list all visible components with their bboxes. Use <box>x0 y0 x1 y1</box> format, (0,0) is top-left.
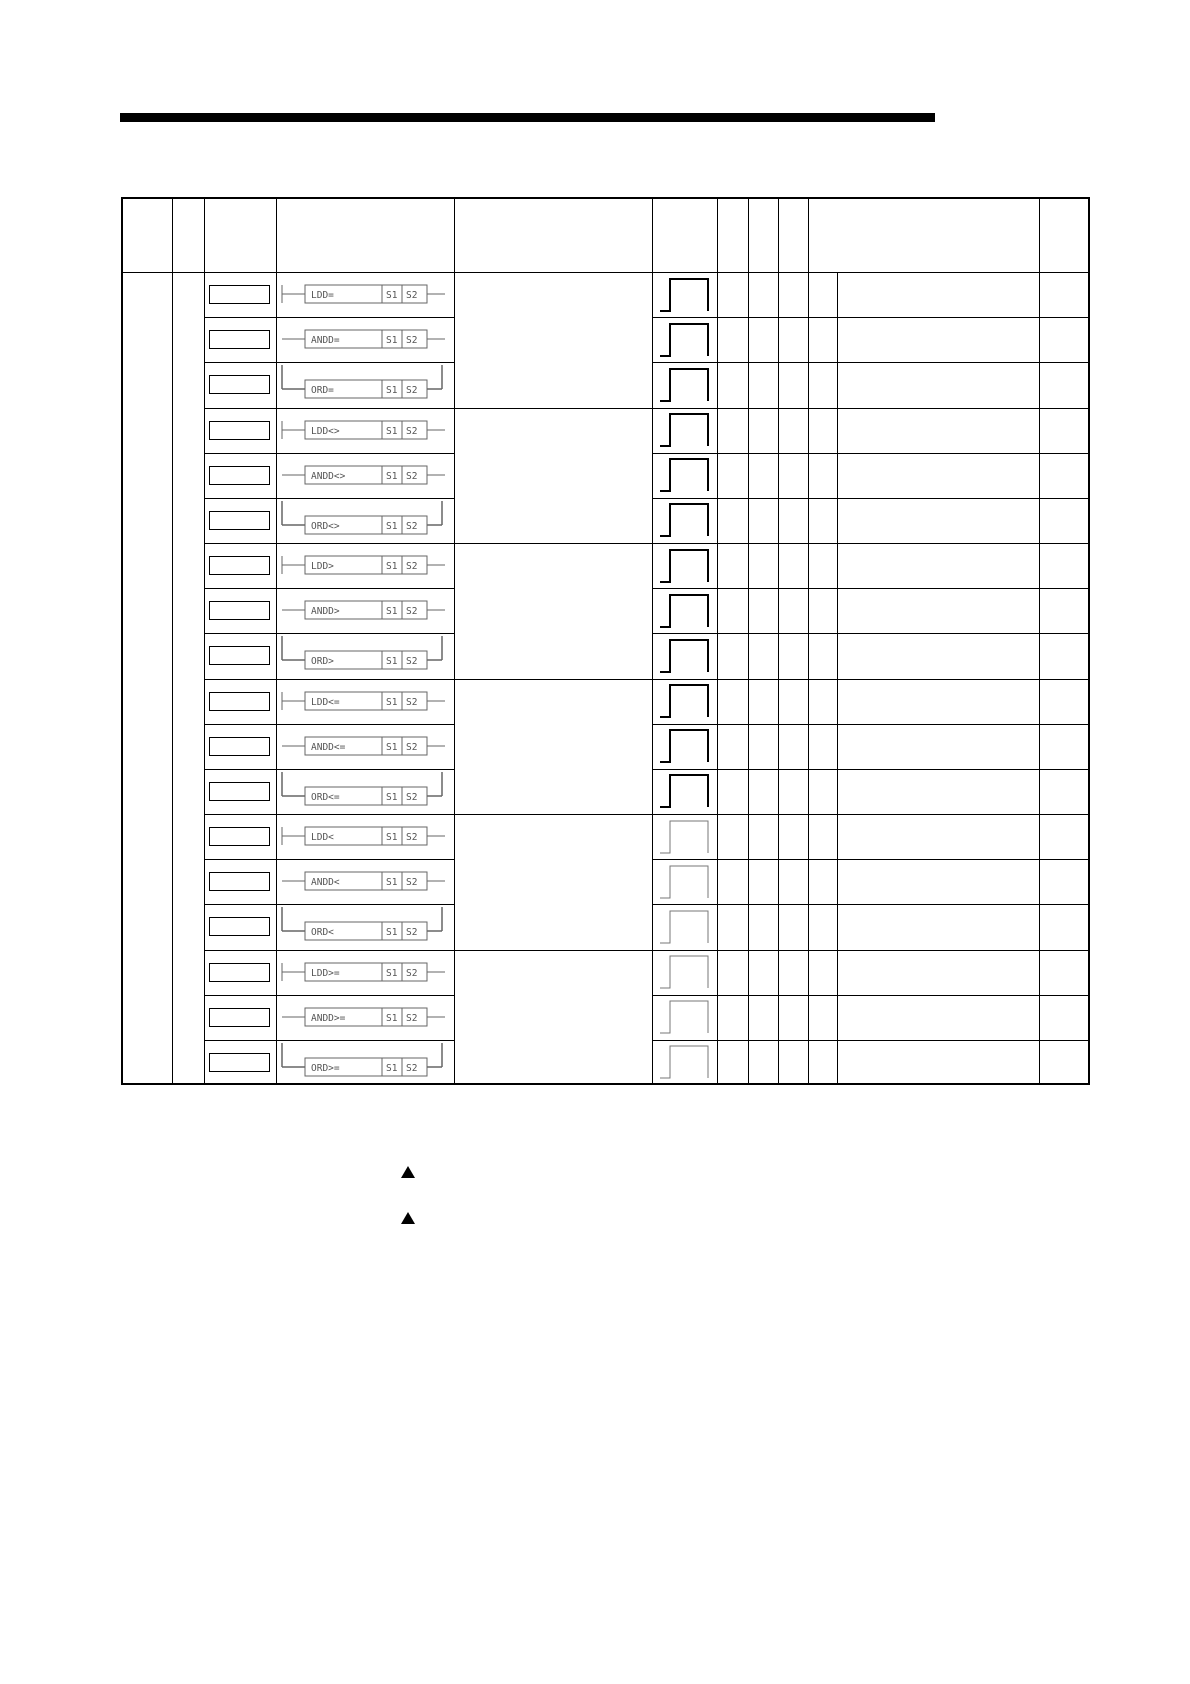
step-box <box>209 782 270 801</box>
operand-s2: S2 <box>406 656 418 667</box>
pulse-waveform-icon <box>658 591 710 631</box>
row-divider <box>652 950 1090 951</box>
instruction-name: ORD<= <box>311 792 340 803</box>
instruction-name: LDD= <box>311 290 334 301</box>
step-box <box>209 375 270 394</box>
operand-s2: S2 <box>406 335 418 346</box>
pulse-waveform-icon <box>658 681 710 721</box>
instruction-name: LDD< <box>311 832 334 843</box>
row-divider <box>652 453 1090 454</box>
step-box <box>209 330 270 349</box>
column-divider <box>454 197 455 1085</box>
ladder-symbol <box>277 633 449 677</box>
operand-s1: S1 <box>386 1013 398 1024</box>
step-box <box>209 1053 270 1072</box>
step-box <box>209 917 270 936</box>
pulse-waveform-icon <box>658 997 710 1037</box>
step-box <box>209 601 270 620</box>
ladder-symbol <box>277 408 449 452</box>
row-divider <box>652 362 1090 363</box>
step-box <box>209 285 270 304</box>
ladder-symbol <box>277 814 449 858</box>
operand-s1: S1 <box>386 385 398 396</box>
ladder-symbol <box>277 588 449 632</box>
row-divider <box>652 633 1090 634</box>
instruction-name: ANDD< <box>311 877 340 888</box>
column-divider <box>748 197 749 1085</box>
operand-s1: S1 <box>386 697 398 708</box>
ladder-symbol <box>277 950 449 994</box>
row-divider <box>652 859 1090 860</box>
operand-s1: S1 <box>386 968 398 979</box>
ladder-symbol <box>277 498 449 542</box>
group-divider <box>454 679 652 680</box>
operand-s1: S1 <box>386 877 398 888</box>
step-box <box>209 963 270 982</box>
ladder-symbol <box>277 995 449 1039</box>
operand-s1: S1 <box>386 832 398 843</box>
step-box <box>209 421 270 440</box>
step-box <box>209 827 270 846</box>
operand-s2: S2 <box>406 521 418 532</box>
pulse-waveform-icon <box>658 1042 710 1082</box>
operand-s2: S2 <box>406 697 418 708</box>
pulse-waveform-icon <box>658 636 710 676</box>
instruction-name: ORD< <box>311 927 334 938</box>
instruction-name: LDD<> <box>311 426 340 437</box>
instruction-name: LDD>= <box>311 968 340 979</box>
step-box <box>209 872 270 891</box>
step-box <box>209 646 270 665</box>
operand-s1: S1 <box>386 742 398 753</box>
header-divider <box>121 272 1090 273</box>
instruction-name: ORD= <box>311 385 334 396</box>
row-divider <box>652 1040 1090 1041</box>
ladder-symbol <box>277 317 449 361</box>
pulse-waveform-icon <box>658 771 710 811</box>
operand-s1: S1 <box>386 1063 398 1074</box>
operand-s1: S1 <box>386 521 398 532</box>
operand-s2: S2 <box>406 290 418 301</box>
column-divider <box>1039 197 1040 1085</box>
row-divider <box>652 814 1090 815</box>
operand-s2: S2 <box>406 1063 418 1074</box>
operand-s1: S1 <box>386 290 398 301</box>
instruction-name: ANDD<= <box>311 742 346 753</box>
instruction-name: ANDD= <box>311 335 340 346</box>
operand-s2: S2 <box>406 968 418 979</box>
ladder-symbol <box>277 543 449 587</box>
step-box <box>209 511 270 530</box>
pulse-waveform-icon <box>658 907 710 947</box>
ladder-symbol <box>277 679 449 723</box>
pulse-waveform-icon <box>658 455 710 495</box>
pulse-waveform-icon <box>658 546 710 586</box>
group-divider <box>454 814 652 815</box>
pulse-waveform-icon <box>658 320 710 360</box>
instruction-name: ORD> <box>311 656 334 667</box>
row-divider <box>652 724 1090 725</box>
ladder-symbol <box>277 453 449 497</box>
ladder-symbol <box>277 362 449 406</box>
operand-s2: S2 <box>406 742 418 753</box>
ladder-symbol <box>277 769 449 813</box>
row-divider <box>652 904 1090 905</box>
instruction-name: ORD>= <box>311 1063 340 1074</box>
operand-s2: S2 <box>406 832 418 843</box>
instruction-name: ORD<> <box>311 521 340 532</box>
instruction-name: LDD<= <box>311 697 340 708</box>
group-divider <box>454 543 652 544</box>
step-box <box>209 692 270 711</box>
step-box <box>209 1008 270 1027</box>
operand-s1: S1 <box>386 471 398 482</box>
ladder-symbol <box>277 272 449 316</box>
operand-s1: S1 <box>386 927 398 938</box>
operand-s2: S2 <box>406 426 418 437</box>
top-rule <box>120 113 935 122</box>
column-divider <box>172 197 173 1085</box>
group-divider <box>454 408 652 409</box>
row-divider <box>652 679 1090 680</box>
pulse-waveform-icon <box>658 410 710 450</box>
row-divider <box>652 543 1090 544</box>
ladder-symbol <box>277 1040 449 1084</box>
row-divider <box>652 498 1090 499</box>
pulse-waveform-icon <box>658 862 710 902</box>
operand-s2: S2 <box>406 877 418 888</box>
operand-s2: S2 <box>406 471 418 482</box>
operand-s1: S1 <box>386 561 398 572</box>
step-box <box>209 466 270 485</box>
row-divider <box>652 588 1090 589</box>
operand-s2: S2 <box>406 792 418 803</box>
row-divider <box>652 408 1090 409</box>
instruction-name: ANDD> <box>311 606 340 617</box>
operand-s2: S2 <box>406 927 418 938</box>
column-divider <box>778 197 779 1085</box>
pulse-waveform-icon <box>658 365 710 405</box>
column-divider <box>652 197 653 1085</box>
operand-s1: S1 <box>386 792 398 803</box>
pulse-waveform-icon <box>658 500 710 540</box>
operand-s2: S2 <box>406 1013 418 1024</box>
filled-triangle-up-icon <box>401 1166 415 1178</box>
column-divider <box>717 197 718 1085</box>
ladder-symbol <box>277 859 449 903</box>
pulse-waveform-icon <box>658 726 710 766</box>
instruction-name: ANDD>= <box>311 1013 346 1024</box>
pulse-waveform-icon <box>658 817 710 857</box>
column-divider <box>808 197 809 1085</box>
row-divider <box>652 995 1090 996</box>
column-divider <box>204 197 205 1085</box>
operand-s2: S2 <box>406 561 418 572</box>
step-box <box>209 556 270 575</box>
operand-s2: S2 <box>406 606 418 617</box>
row-divider <box>652 769 1090 770</box>
operand-s1: S1 <box>386 335 398 346</box>
operand-s1: S1 <box>386 426 398 437</box>
instruction-name: ANDD<> <box>311 471 346 482</box>
pulse-waveform-icon <box>658 275 710 315</box>
operand-s1: S1 <box>386 656 398 667</box>
operand-s1: S1 <box>386 606 398 617</box>
operand-s2: S2 <box>406 385 418 396</box>
ladder-symbol <box>277 724 449 768</box>
row-divider <box>652 317 1090 318</box>
filled-triangle-up-icon <box>401 1212 415 1224</box>
step-box <box>209 737 270 756</box>
ladder-symbol <box>277 904 449 948</box>
group-divider <box>454 950 652 951</box>
pulse-waveform-icon <box>658 952 710 992</box>
instruction-name: LDD> <box>311 561 334 572</box>
